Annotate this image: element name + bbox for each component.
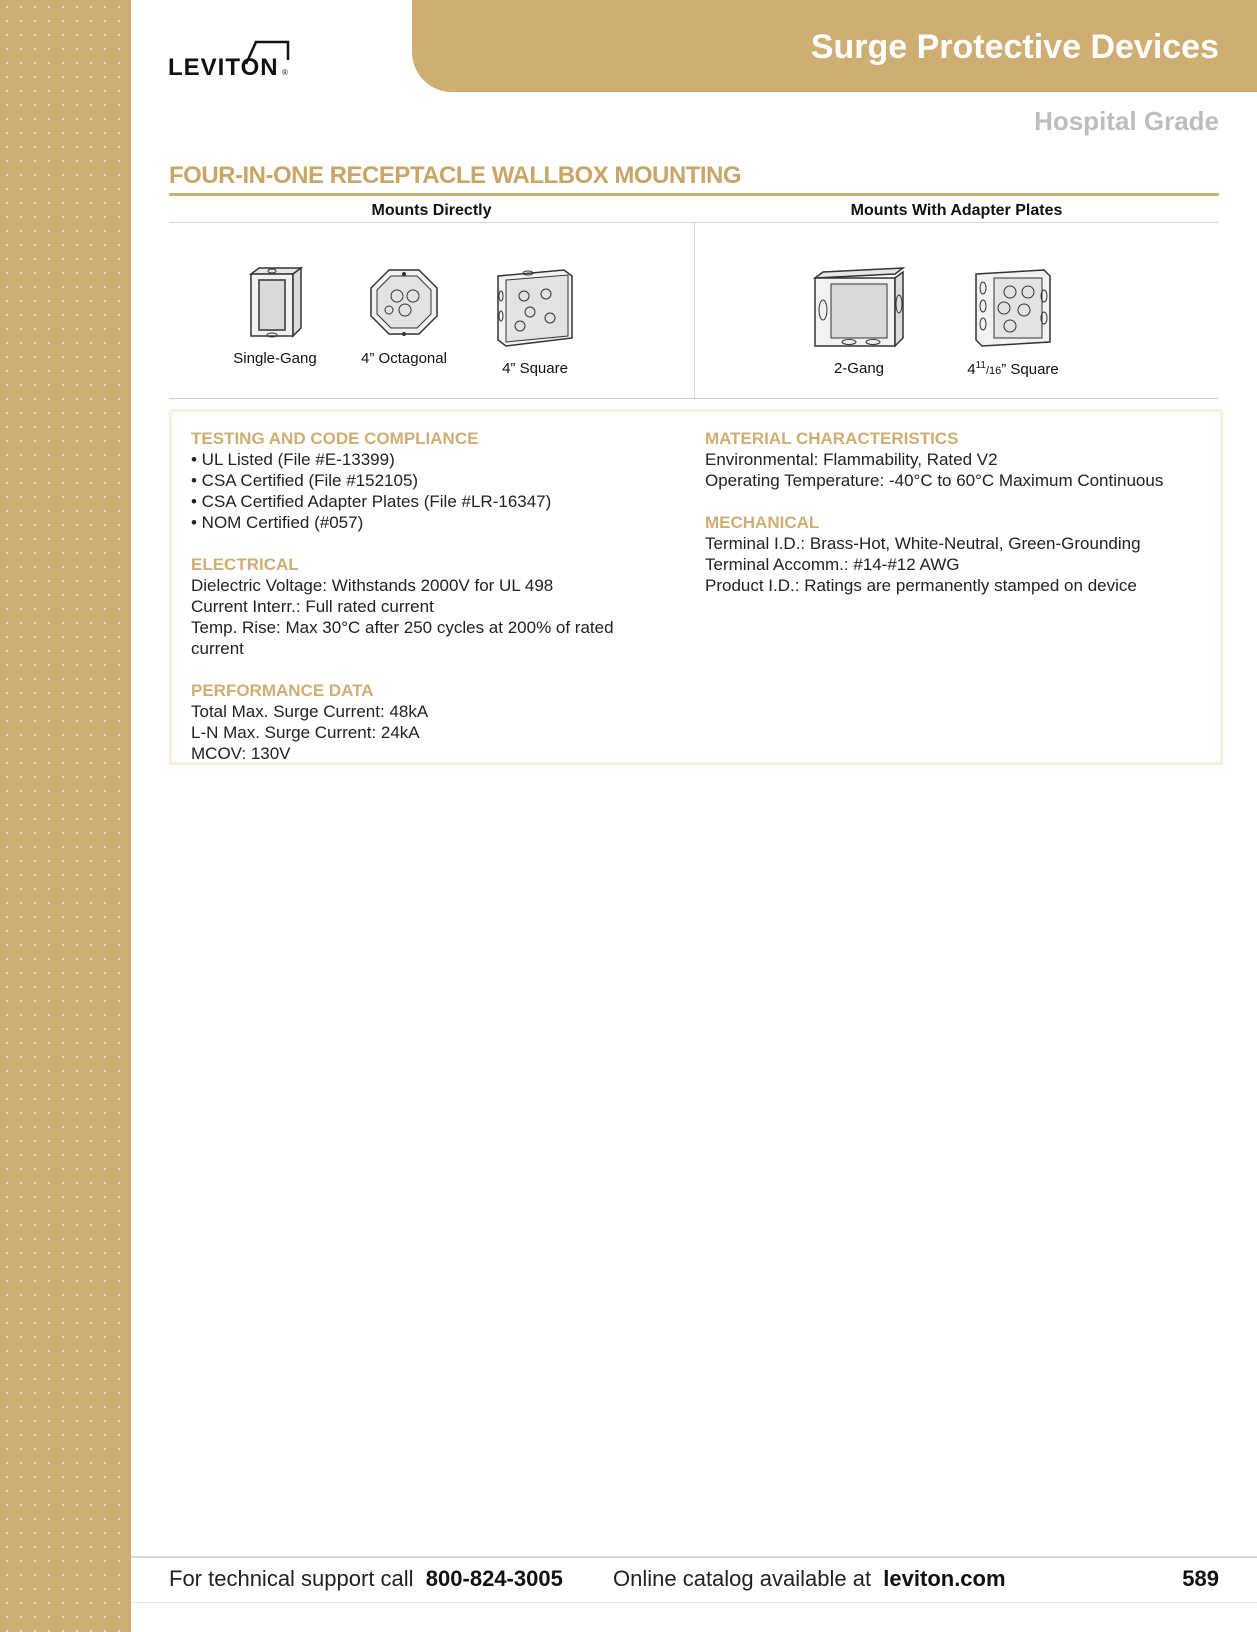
square-box-icon bbox=[494, 266, 576, 350]
header-tab bbox=[412, 0, 1257, 92]
web-text: Online catalog available at bbox=[613, 1566, 872, 1591]
square-item bbox=[485, 266, 585, 377]
single-gang-item bbox=[225, 266, 325, 367]
single-gang-label: Single-Gang bbox=[233, 350, 317, 367]
spec-line: L-N Max. Surge Current: 24kA bbox=[191, 723, 420, 742]
mounts-adapter-header: Mounts With Adapter Plates bbox=[850, 202, 1063, 219]
page-number: 589 bbox=[1182, 1566, 1219, 1591]
footer-rule bbox=[131, 1556, 1257, 1558]
website-link[interactable]: leviton.com bbox=[883, 1566, 1006, 1591]
octagonal-box-icon bbox=[367, 266, 441, 340]
logo-registered-mark: ® bbox=[282, 68, 288, 77]
single-gang-box-icon bbox=[243, 266, 307, 340]
footer-rule-bottom bbox=[131, 1602, 1257, 1603]
spec-line: Current Interr.: Full rated current bbox=[191, 597, 434, 616]
testing-heading: TESTING AND CODE COMPLIANCE bbox=[191, 429, 479, 448]
column-divider bbox=[694, 223, 695, 398]
spec-line: Operating Temperature: -40°C to 60°C Maximum Continuous bbox=[705, 471, 1164, 490]
square-4-11-16-item bbox=[953, 266, 1073, 378]
spec-line: MCOV: 130V bbox=[191, 744, 291, 763]
spec-line: • CSA Certified (File #152105) bbox=[191, 471, 419, 490]
leviton-logo bbox=[168, 36, 298, 80]
spec-line: Total Max. Surge Current: 48kA bbox=[191, 702, 429, 721]
mounts-directly-header: Mounts Directly bbox=[371, 202, 492, 219]
page-subtitle: Hospital Grade bbox=[1034, 106, 1219, 136]
two-gang-box-icon bbox=[811, 266, 907, 350]
performance-heading: PERFORMANCE DATA bbox=[191, 681, 374, 700]
footer-support bbox=[169, 1566, 563, 1592]
two-gang-item bbox=[809, 266, 909, 377]
spec-line: Dielectric Voltage: Withstands 2000V for UL 498 bbox=[191, 576, 554, 595]
material-heading: MATERIAL CHARACTERISTICS bbox=[705, 429, 959, 448]
specifications-panel bbox=[169, 409, 1223, 765]
two-gang-label: 2-Gang bbox=[833, 360, 885, 377]
mechanical-heading: MECHANICAL bbox=[705, 513, 820, 532]
spec-line: Temp. Rise: Max 30°C after 250 cycles at 200% of rated current bbox=[191, 618, 614, 658]
mounting-table bbox=[169, 196, 1219, 399]
spec-line: • NOM Certified (#057) bbox=[191, 513, 364, 532]
support-phone[interactable]: 800-824-3005 bbox=[425, 1566, 563, 1591]
square-4-11-16-box-icon bbox=[972, 266, 1054, 350]
square-4-11-16-label: $4^{11}/16$” Square bbox=[967, 360, 1059, 378]
spec-line: Environmental: Flammability, Rated V2 bbox=[705, 450, 998, 469]
decorative-side-strip bbox=[0, 0, 131, 1632]
support-text: For technical support call bbox=[169, 1566, 414, 1591]
spec-line: Terminal I.D.: Brass-Hot, White-Neutral, Green-Grounding bbox=[705, 534, 1141, 553]
spec-line: • UL Listed (File #E-13399) bbox=[191, 450, 395, 469]
octagonal-label: 4” Octagonal bbox=[361, 350, 447, 367]
section-title: FOUR-IN-ONE RECEPTACLE WALLBOX MOUNTING bbox=[169, 162, 742, 189]
electrical-heading: ELECTRICAL bbox=[191, 555, 299, 574]
footer-web bbox=[613, 1566, 1006, 1592]
spec-column-left bbox=[191, 428, 671, 764]
spec-line: Terminal Accomm.: #14-#12 AWG bbox=[705, 555, 960, 574]
spec-column-right bbox=[705, 428, 1205, 596]
spec-line: • CSA Certified Adapter Plates (File #LR-16347) bbox=[191, 492, 552, 511]
logo-text: LEVITON bbox=[168, 54, 279, 81]
spec-line: Product I.D.: Ratings are permanently stamped on device bbox=[705, 576, 1137, 595]
octagonal-item bbox=[354, 266, 454, 367]
square-label: 4” Square bbox=[502, 360, 568, 377]
page-title: Surge Protective Devices bbox=[810, 28, 1219, 66]
